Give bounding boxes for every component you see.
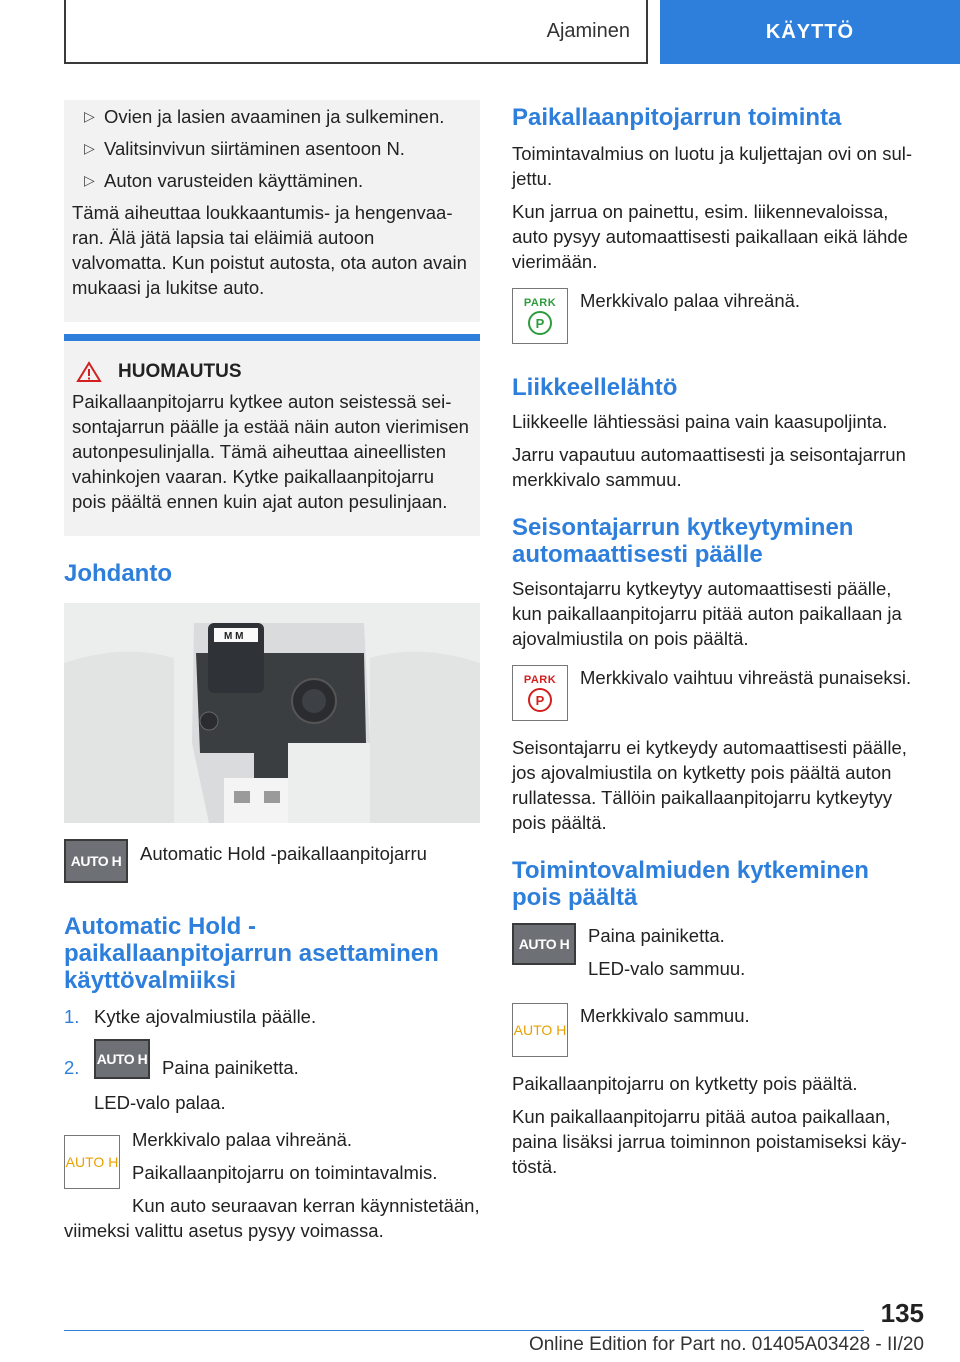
- footer-divider: [64, 1330, 864, 1331]
- indicator-green-text: Merkkivalo palaa vihreänä.: [132, 1129, 353, 1150]
- setup-heading: Automatic Hold -paikallaanpitojarrun asettaminen käyttövalmiiksi: [64, 913, 439, 994]
- step-1: [64, 1004, 480, 1029]
- led-on-text: LED-valo palaa.: [94, 1092, 226, 1113]
- off-press-text-block: [588, 923, 745, 981]
- function-heading: Paikallaanpitojarrun toiminta: [512, 104, 842, 131]
- drive-p1: Liikkeelle lähtiessäsi paina vain kaasupoljinta.: [512, 411, 888, 432]
- list-item: [72, 136, 472, 161]
- auto-h-label: AUTO H: [518, 936, 570, 952]
- off-p1: Paikallaanpitojarru on kytketty pois päältä.: [512, 1073, 858, 1094]
- off-led-text: LED-valo sammuu.: [588, 958, 746, 979]
- function-p2: Kun jarrua on painettu, esim. liikennevaloissa, auto pysyy automaattisesti paikallaan eikä lähde vierimään.: [512, 201, 908, 272]
- triangle-bullet-icon: ▷: [84, 108, 95, 124]
- off-press-text: Paina painiketta.: [588, 925, 725, 946]
- auto-h-label: AUTO H: [96, 1051, 148, 1067]
- notice-bar: [64, 334, 480, 341]
- footer-edition: Online Edition for Part no. 01405A03428 - II/20: [528, 1334, 924, 1355]
- indicator-row: [64, 1127, 480, 1193]
- indicator-text-block: [132, 1127, 437, 1193]
- auto-h-indicator-label: AUTO H: [65, 1154, 119, 1170]
- center-console-image: [64, 603, 480, 823]
- off-indicator-row: [512, 1003, 924, 1057]
- auto-h-button-icon: [512, 923, 576, 965]
- park-red-text: Merkkivalo vaihtuu vihreästä punaiseksi.: [580, 667, 912, 688]
- header-section-label: Ajaminen: [546, 19, 630, 42]
- warning-box: [64, 100, 480, 322]
- off-indicator-text: Merkkivalo sammuu.: [580, 1005, 750, 1026]
- step-number: 1.: [64, 1006, 80, 1027]
- right-column: [512, 100, 924, 1179]
- warning-item-text: Ovien ja lasien avaaminen ja sulkeminen.: [104, 106, 445, 127]
- autoh-caption-row: [64, 839, 480, 883]
- console-photo: [64, 603, 480, 823]
- auto-h-label: AUTO H: [70, 853, 122, 869]
- warning-text: Tämä aiheuttaa loukkaantumis- ja hengenvaaran. Älä jätä lapsia tai eläimiä autoon valvomatta. Kun poistut autosta, ota auton avain mukaasi ja lukitse auto.: [72, 202, 467, 298]
- auto-p1: Seisontajarru kytkeytyy automaattisesti päälle, kun paikallaanpitojarru pitää auton paikallaan ja ajovalmiustila on pois päältä.: [512, 578, 902, 649]
- notice-header: [72, 361, 472, 383]
- warning-item-text: Valitsinvivun siirtäminen asentoon N.: [104, 138, 405, 159]
- auto-p2: Seisontajarru ei kytkeydy automaattisesti päälle, jos ajovalmiustila on kytketty pois päältä auton rullatessa. Tällöin paikallaanpitojarru kytkeytyy pois päältä.: [512, 737, 907, 833]
- park-symbol: P: [528, 688, 552, 712]
- persist-text: Kun auto seuraavan kerran käynnistetään, viimeksi valittu asetus pysyy voimassa.: [64, 1195, 480, 1241]
- park-green-text: Merkkivalo palaa vihreänä.: [580, 290, 801, 311]
- mm-logo: M M: [224, 631, 244, 642]
- list-item: [72, 104, 472, 129]
- auto-h-indicator-label: AUTO H: [513, 1022, 567, 1038]
- auto-h-button-icon: [64, 839, 128, 883]
- warning-item-text: Auton varusteiden käyttäminen.: [104, 170, 364, 191]
- park-green-row: [512, 288, 924, 344]
- step-2-text: Paina painiketta.: [162, 1057, 299, 1078]
- intro-heading: Johdanto: [64, 560, 172, 587]
- list-item: [72, 168, 472, 193]
- step-number: 2.: [64, 1057, 80, 1078]
- header-chapter: [660, 0, 960, 64]
- off-heading: Toimintovalmiuden kytkeminen pois päältä: [512, 857, 869, 911]
- off-press-row: [512, 923, 924, 981]
- park-label: PARK: [523, 674, 557, 686]
- step-1-text: Kytke ajovalmiustila päälle.: [94, 1006, 317, 1027]
- park-red-row: [512, 665, 924, 721]
- drive-heading: Liikkeellelähtö: [512, 374, 678, 401]
- notice-text: Paikallaanpitojarru kytkee auton seistessä seisontajarrun päälle ja estää näin auton vierimisen autonpesulinjalla. Tämä aiheuttaa aineellisten vahinkojen vaaran. Kytke paikallaanpitojarru pois päältä ennen kuin ajat auton pesulinjaan.: [72, 391, 469, 512]
- notice-box: [64, 341, 480, 536]
- park-label: PARK: [523, 297, 557, 309]
- triangle-bullet-icon: ▷: [84, 140, 95, 156]
- park-red-icon: [512, 665, 568, 721]
- warning-list: [72, 104, 472, 193]
- step-2: [64, 1039, 480, 1080]
- auto-heading: Seisontajarrun kytkeytyminen automaattisesti päälle: [512, 514, 854, 568]
- auto-h-indicator-icon: [64, 1135, 120, 1189]
- auto-h-indicator-icon: [512, 1003, 568, 1057]
- ready-text: Paikallaanpitojarru on toimintavalmis.: [132, 1162, 438, 1183]
- header-section: [64, 0, 648, 64]
- drive-p2: Jarru vapautuu automaattisesti ja seisontajarrun merkkivalo sammuu.: [512, 444, 906, 490]
- function-p1: Toimintavalmius on luotu ja kuljettajan ovi on suljettu.: [512, 143, 913, 189]
- header-chapter-label: KÄYTTÖ: [765, 20, 855, 43]
- park-symbol: P: [528, 311, 552, 335]
- left-column: [64, 100, 480, 1243]
- off-p2: Kun paikallaanpitojarru pitää autoa paikallaan, paina lisäksi jarrua toiminnon poistamiseksi käytöstä.: [512, 1106, 907, 1177]
- warning-triangle-icon: [76, 361, 102, 383]
- autoh-caption: Automatic Hold -paikallaanpitojarru: [140, 843, 427, 864]
- page-number: 135: [880, 1298, 924, 1328]
- auto-h-button-icon: [94, 1039, 150, 1079]
- park-green-icon: [512, 288, 568, 344]
- triangle-bullet-icon: ▷: [84, 172, 95, 188]
- notice-title: HUOMAUTUS: [118, 361, 242, 382]
